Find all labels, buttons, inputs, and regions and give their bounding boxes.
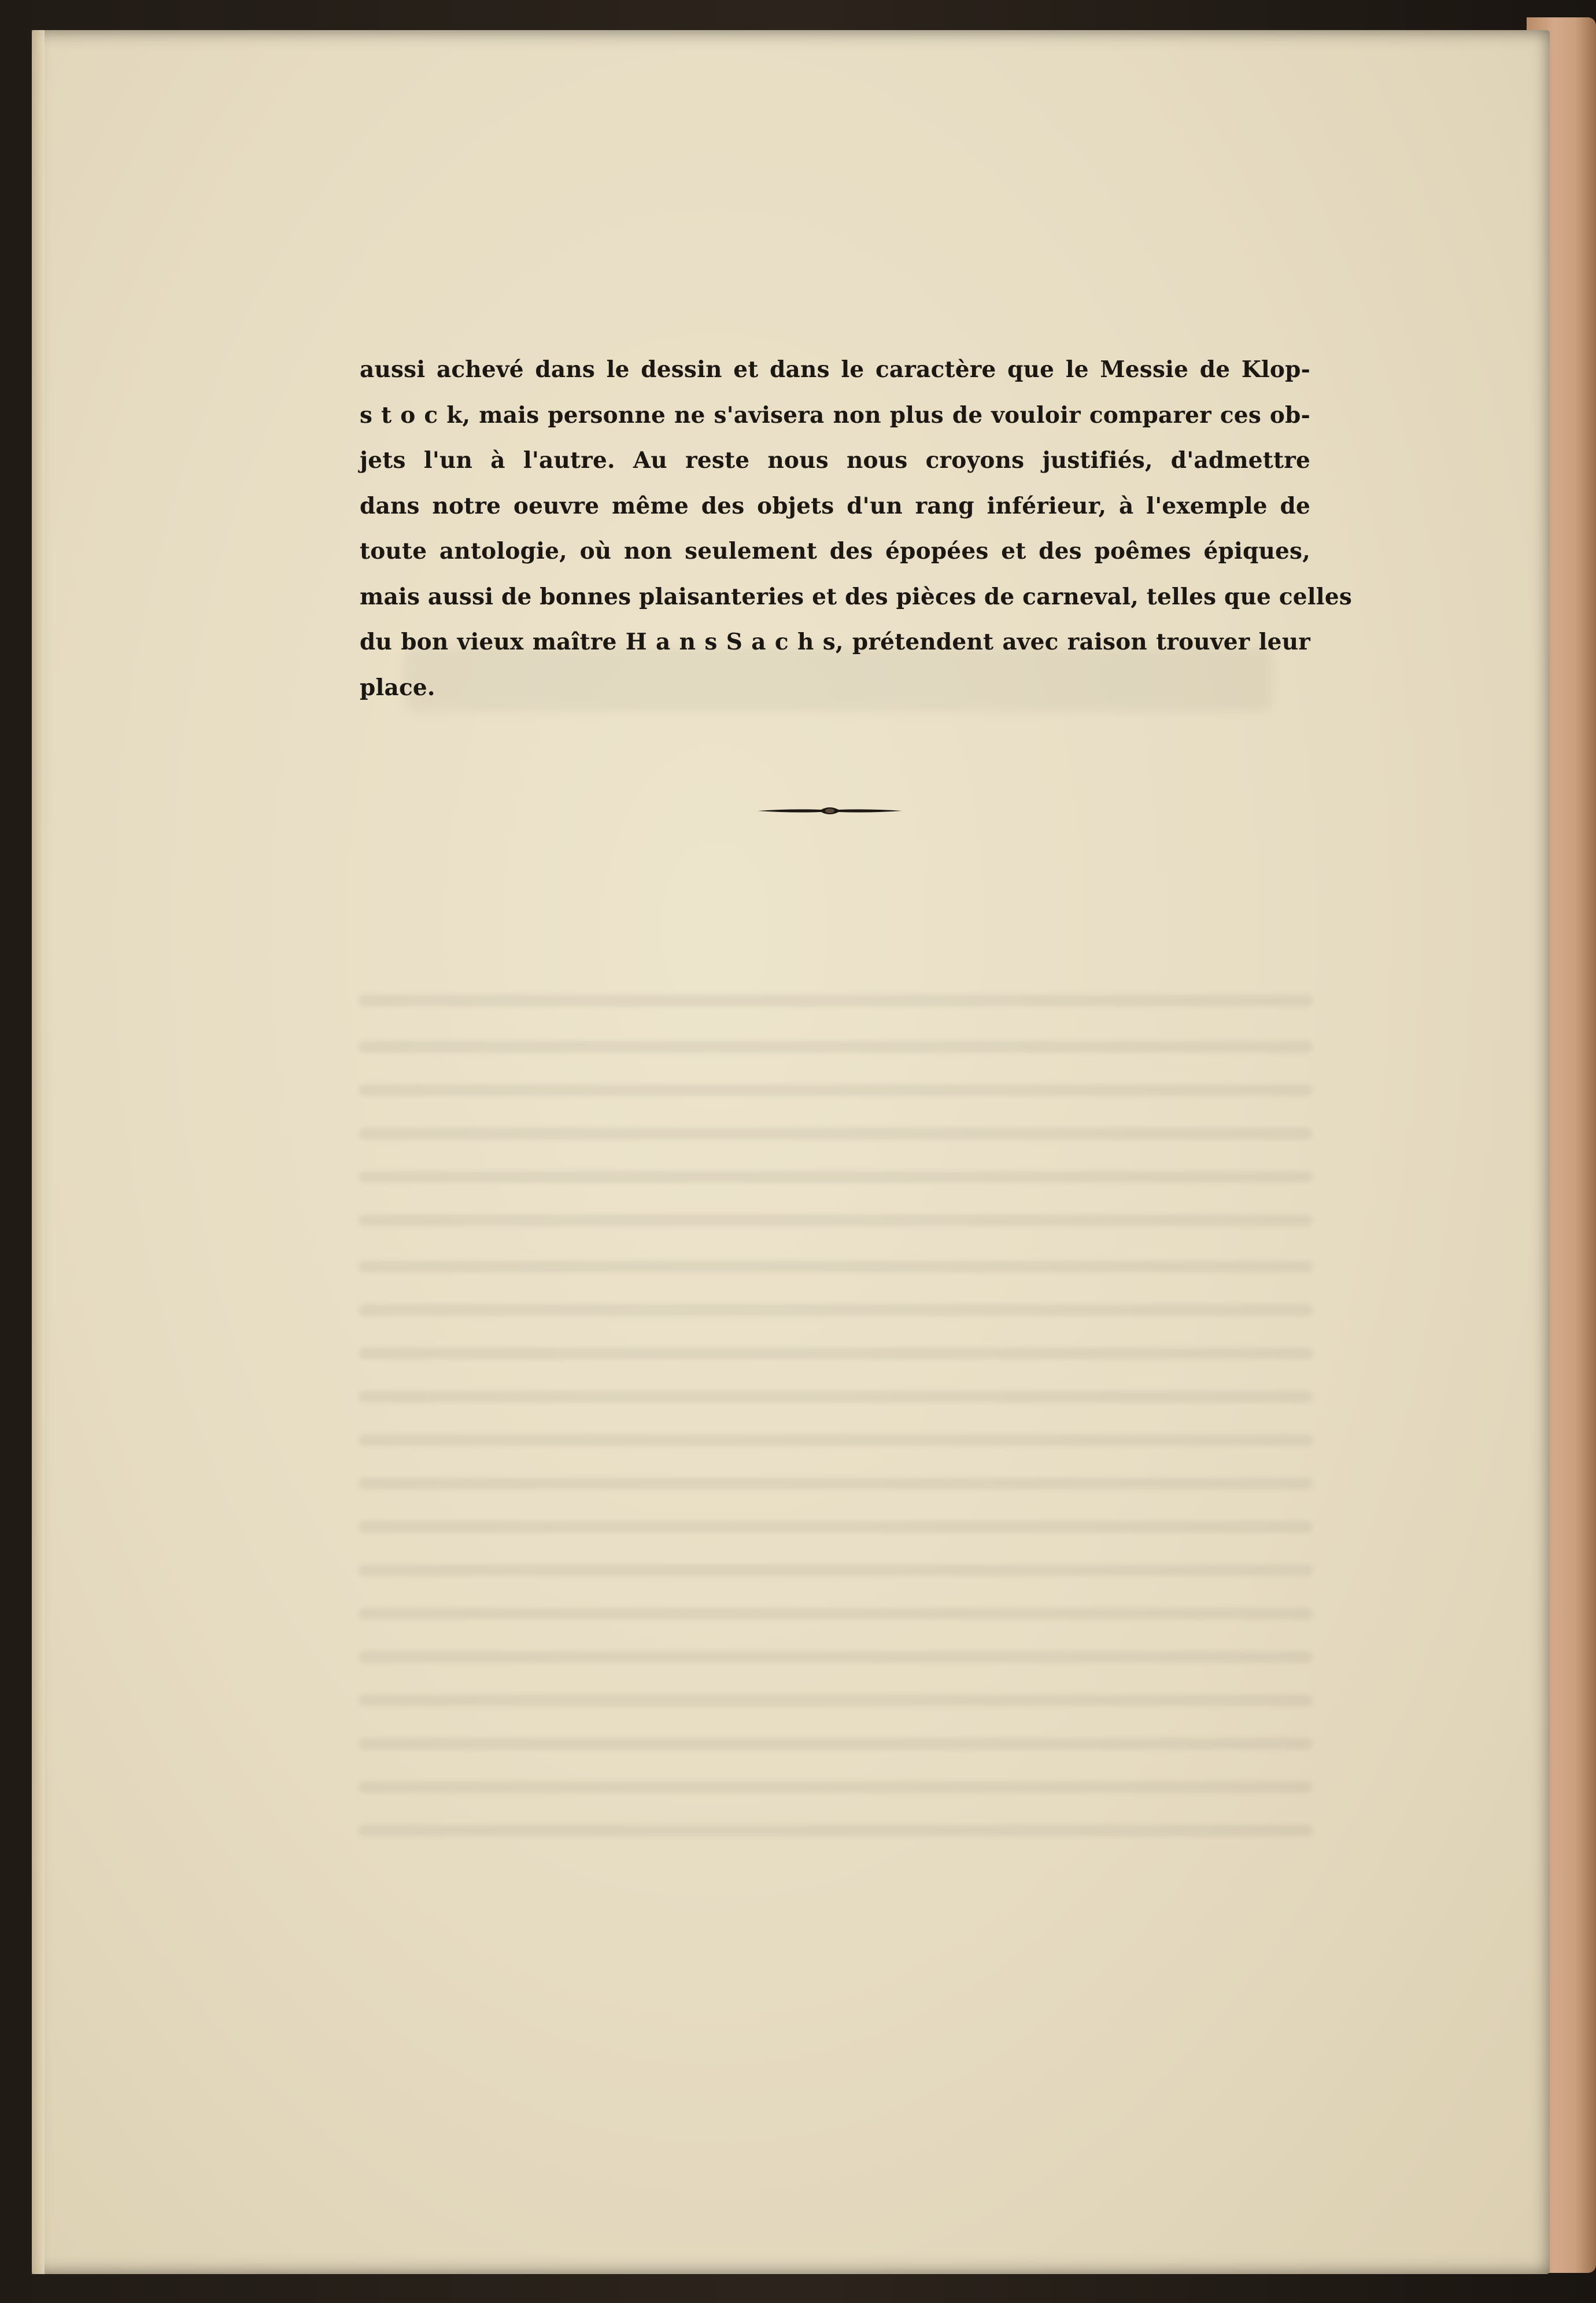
show-through-line bbox=[359, 1738, 1313, 1750]
text-line: aussi achevé dans le dessin et dans le caractère que le Messie de Klop- bbox=[360, 356, 1310, 383]
show-through-line bbox=[359, 1391, 1313, 1403]
show-through-line bbox=[359, 1304, 1313, 1316]
text-line: place. bbox=[360, 674, 435, 701]
show-through-line bbox=[359, 1348, 1313, 1359]
text-line: du bon vieux maître H a n s S a c h s, prétendent avec raison trouver leur bbox=[360, 629, 1310, 655]
show-through-line bbox=[359, 1041, 1313, 1053]
show-through-line bbox=[359, 1608, 1313, 1619]
text-line: jets l'un à l'autre. Au reste nous nous croyons justifiés, d'admettre bbox=[360, 447, 1310, 474]
show-through-line bbox=[359, 1434, 1313, 1446]
show-through-line bbox=[359, 1128, 1313, 1139]
show-through-line bbox=[359, 995, 1313, 1006]
body-text bbox=[360, 347, 1352, 710]
text-line: s t o c k, mais personne ne s'avisera non plus de vouloir comparer ces ob- bbox=[360, 401, 1310, 429]
show-through-line bbox=[359, 1084, 1313, 1096]
show-through-line bbox=[359, 1695, 1313, 1706]
text-line: toute antologie, où non seulement des épopées et des poêmes épiques, bbox=[360, 538, 1310, 564]
show-through-line bbox=[359, 1215, 1313, 1226]
show-through-line bbox=[359, 1171, 1313, 1183]
show-through-line bbox=[359, 1651, 1313, 1663]
show-through-line bbox=[359, 1521, 1313, 1533]
show-through-line bbox=[359, 1261, 1313, 1272]
ornament-rule-icon bbox=[758, 804, 902, 818]
show-through-line bbox=[359, 1781, 1313, 1793]
text-line: dans notre oeuvre même des objets d'un rang inférieur, à l'exemple de bbox=[360, 492, 1310, 519]
page-gutter-edge bbox=[32, 30, 45, 2274]
show-through-line bbox=[359, 1564, 1313, 1576]
show-through-line bbox=[359, 1825, 1313, 1836]
show-through-line bbox=[359, 1478, 1313, 1489]
text-line: mais aussi de bonnes plaisanteries et des pièces de carneval, telles que celles bbox=[360, 583, 1352, 610]
